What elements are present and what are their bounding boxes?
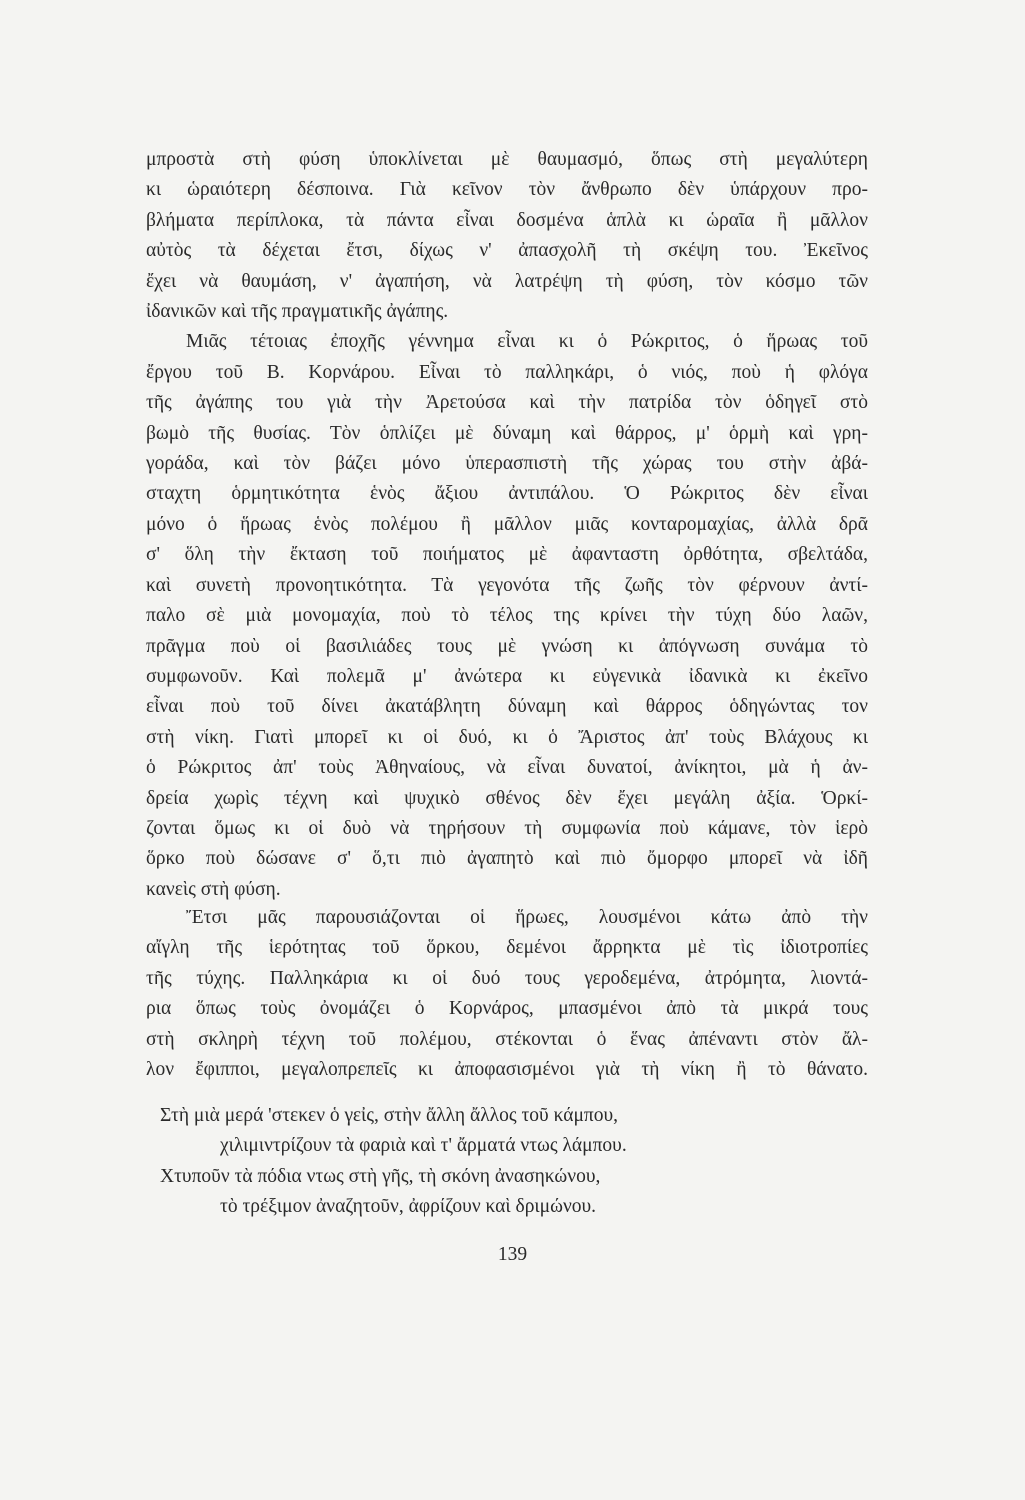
text-line: συμφωνοῦν. Καὶ πολεμᾶ μ' ἀνώτερα κι εὐγενικὰ ἰδανικὰ κι ἐκεῖνο xyxy=(146,665,868,687)
text-line: βωμὸ τῆς θυσίας. Τὸν ὁπλίζει μὲ δύναμη καὶ θάρρος, μ' ὁρμὴ καὶ γρη- xyxy=(146,422,868,444)
text-line: στὴ νίκη. Γιατὶ μπορεῖ κι οἱ δυό, κι ὁ Ἄριστος ἀπ' τοὺς Βλάχους κι xyxy=(146,726,868,748)
text-line: λον ἔφιπποι, μεγαλοπρεπεῖς κι ἀποφασισμένοι γιὰ τὴ νίκη ἢ τὸ θάνατο. xyxy=(146,1059,868,1081)
verse-quote xyxy=(160,1101,860,1223)
text-line: σταχτη ὁρμητικότητα ἑνὸς ἄξιου ἀντιπάλου. Ὁ Ρώκριτος δὲν εἶναι xyxy=(146,483,868,505)
text-line: σ' ὅλη τὴν ἔκταση τοῦ ποιήματος μὲ ἀφανταστη ὀρθότητα, σβελτάδα, xyxy=(146,544,868,566)
text-line: γοράδα, καὶ τὸν βάζει μόνο ὑπερασπιστὴ τῆς χώρας του στὴν ἀβά- xyxy=(146,453,868,475)
verse-line: τὸ τρέξιμον ἀναζητοῦν, ἀφρίζουν καὶ δριμώνου. xyxy=(220,1196,597,1218)
text-line: τῆς ἀγάπης του γιὰ τὴν Ἀρετούσα καὶ τὴν πατρίδα τὸν ὁδηγεῖ στὸ xyxy=(146,392,868,414)
text-line: ὁ Ρώκριτος ἀπ' τοὺς Ἀθηναίους, νὰ εἶναι δυνατοί, ἀνίκητοι, μὰ ἡ ἀν- xyxy=(146,757,868,779)
text-line: Μιᾶς τέτοιας ἐποχῆς γέννημα εἶναι κι ὁ Ρώκριτος, ὁ ἥρωας τοῦ xyxy=(186,331,868,353)
text-line: εἶναι ποὺ τοῦ δίνει ἀκατάβλητη δύναμη καὶ θάρρος ὁδηγώντας τον xyxy=(146,696,868,718)
text-line: μόνο ὁ ἥρωας ἑνὸς πολέμου ἢ μᾶλλον μιᾶς κονταρομαχίας, ἀλλὰ δρᾶ xyxy=(146,513,868,535)
text-line: ὅρκο ποὺ δώσανε σ' ὅ,τι πιὸ ἀγαπητὸ καὶ πιὸ ὄμορφο μπορεῖ νὰ ἰδῆ xyxy=(146,848,868,870)
text-line: Ἔτσι μᾶς παρουσιάζονται οἱ ἥρωες, λουσμένοι κάτω ἀπὸ τὴν xyxy=(186,907,868,928)
text-line: ἔργου τοῦ Β. Κορνάρου. Εἶναι τὸ παλληκάρι, ὁ νιός, ποὺ ἡ φλόγα xyxy=(146,361,868,383)
text-line: παλο σὲ μιὰ μονομαχία, ποὺ τὸ τέλος της κρίνει τὴν τύχη δύο λαῶν, xyxy=(146,605,868,627)
text-line: ρια ὅπως τοὺς ὀνομάζει ὁ Κορνάρος, μπασμένοι ἀπὸ τὰ μικρά τους xyxy=(146,998,868,1020)
text-line: αἴγλη τῆς ἱερότητας τοῦ ὅρκου, δεμένοι ἄρρηκτα μὲ τὶς ἰδιοτροπίες xyxy=(146,937,868,959)
page-number: 139 xyxy=(497,1244,528,1265)
paragraph xyxy=(146,327,868,905)
text-line: καὶ συνετὴ προνοητικότητα. Τὰ γεγονότα τῆς ζωῆς τὸν φέρνουν ἀντί- xyxy=(146,574,868,596)
verse-line: χιλιμιντρίζουν τὰ φαριὰ καὶ τ' ἄρματά ντως λάμπου. xyxy=(220,1135,627,1157)
paragraph xyxy=(146,145,868,327)
text-line: ἔχει νὰ θαυμάση, ν' ἀγαπήση, νὰ λατρέψη τὴ φύση, τὸν κόσμο τῶν xyxy=(146,270,868,292)
text-line: πρᾶγμα ποὺ οἱ βασιλιάδες τους μὲ γνώση κι ἀπόγνωση συνάμα τὸ xyxy=(146,635,868,657)
text-line: μπροστὰ στὴ φύση ὑποκλίνεται μὲ θαυμασμό, ὅπως στὴ μεγαλύτερη xyxy=(146,149,868,170)
text-line: κανεὶς στὴ φύση. xyxy=(146,878,281,900)
paragraph xyxy=(146,903,868,1085)
text-line: τῆς τύχης. Παλληκάρια κι οἱ δυό τους γεροδεμένα, ἀτρόμητα, λιοντά- xyxy=(146,967,868,989)
verse-line: Χτυποῦν τὰ πόδια ντως στὴ γῆς, τὴ σκόνη ἀνασηκώνου, xyxy=(160,1165,601,1187)
text-line: δρεία χωρὶς τέχνη καὶ ψυχικὸ σθένος δὲν ἔχει μεγάλη ἀξία. Ὁρκί- xyxy=(146,787,868,809)
main-text xyxy=(146,145,868,905)
text-line: στὴ σκληρὴ τέχνη τοῦ πολέμου, στέκονται ὁ ἕνας ἀπέναντι στὸν ἄλ- xyxy=(146,1028,868,1050)
text-line: ἰδανικῶν καὶ τῆς πραγματικῆς ἀγάπης. xyxy=(146,301,449,323)
text-line: ζονται ὅμως κι οἱ δυὸ νὰ τηρήσουν τὴ συμφωνία ποὺ κάμανε, τὸν ἱερὸ xyxy=(146,817,868,839)
verse-line: Στὴ μιὰ μερά 'στεκεν ὁ γεἰς, στὴν ἄλλη ἄλλος τοῦ κάμπου, xyxy=(160,1105,619,1126)
text-line: βλήματα περίπλοκα, τὰ πάντα εἶναι δοσμένα ἁπλὰ κι ὡραῖα ἢ μᾶλλον xyxy=(146,209,868,231)
text-line: κι ὡραιότερη δέσποινα. Γιὰ κεῖνον τὸν ἄνθρωπο δὲν ὑπάρχουν προ- xyxy=(146,179,868,201)
text-line: αὐτὸς τὰ δέχεται ἔτσι, δίχως ν' ἀπασχολῆ τὴ σκέψη του. Ἐκεῖνος xyxy=(146,240,868,262)
